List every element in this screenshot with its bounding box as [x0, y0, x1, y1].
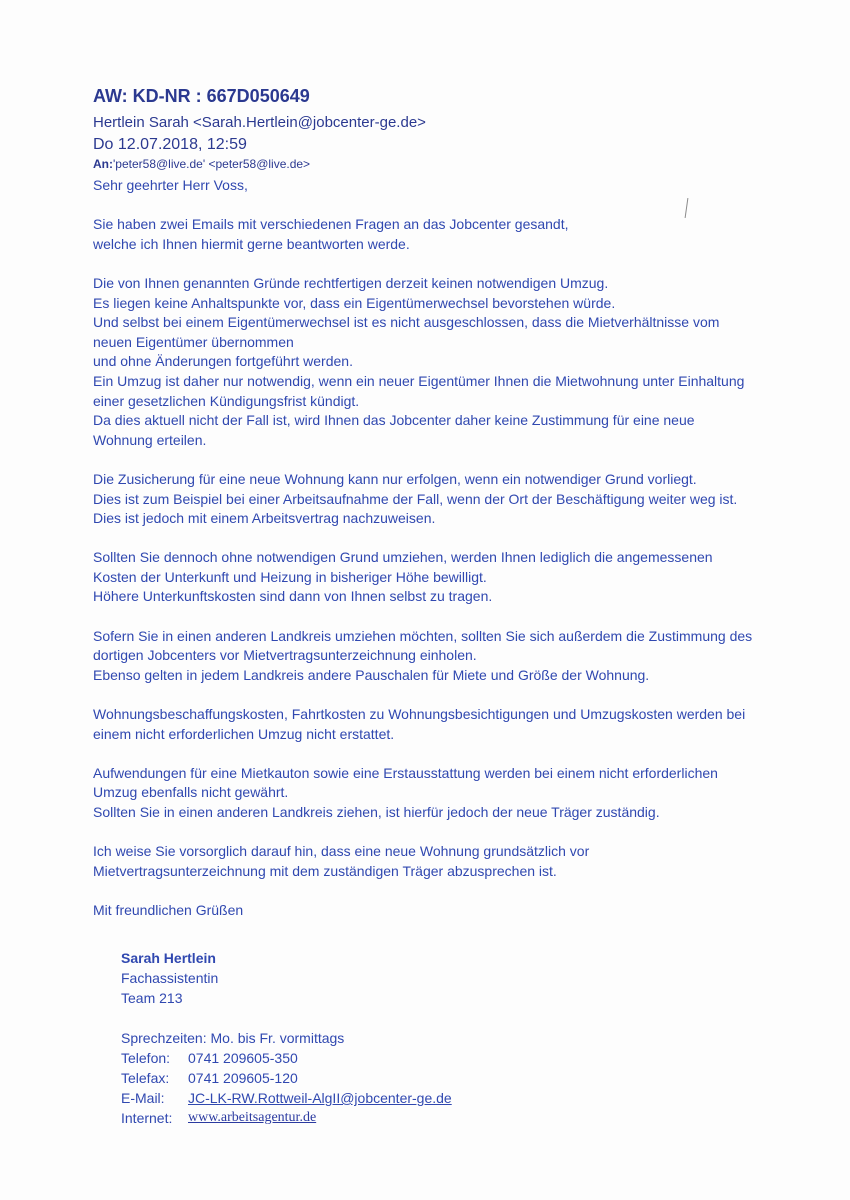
paragraph-line: Die von Ihnen genannten Gründe rechtfertigen derzeit keinen notwendigen Umzug.: [93, 274, 609, 291]
phone-label: Telefon:: [121, 1050, 171, 1066]
closing: Mit freundlichen Grüßen: [93, 901, 244, 918]
paragraph-line: einem nicht erforderlichen Umzug nicht erstattet.: [93, 725, 395, 742]
fax-label: Telefax:: [121, 1070, 170, 1086]
paragraph-line: Die Zusicherung für eine neue Wohnung kann nur erfolgen, wenn ein notwendiger Grund vorliegt.: [93, 470, 697, 487]
web-row: [121, 1108, 621, 1128]
paragraph-line: Umzug ebenfalls nicht gewährt.: [93, 784, 289, 801]
paragraph-line: Sollten Sie in einen anderen Landkreis ziehen, ist hierfür jedoch der neue Träger zuständig.: [93, 804, 660, 820]
paragraph-line: Sollten Sie dennoch ohne notwendigen Grund umziehen, werden Ihnen lediglich die angemessenen: [93, 549, 713, 566]
paragraph-line: Es liegen keine Anhaltspunkte vor, dass ein Eigentümerwechsel bevorstehen würde.: [93, 294, 616, 311]
paragraph-line: welche ich Ihnen hiermit gerne beantworten werde.: [93, 235, 410, 252]
paragraph-line: Ebenso gelten in jedem Landkreis andere Pauschalen für Miete und Größe der Wohnung.: [93, 666, 650, 683]
phone-number: 0741 209605-350: [188, 1050, 298, 1066]
email-row: [121, 1088, 621, 1108]
signature-name: Sarah Hertlein: [121, 950, 216, 966]
phone-row: [121, 1048, 621, 1068]
paragraph-line: Da dies aktuell nicht der Fall ist, wird Ihnen das Jobcenter daher keine Zustimmung für eine neue: [93, 412, 695, 429]
paragraph-line: einer gesetzlichen Kündigungsfrist kündigt.: [93, 392, 360, 409]
website-link[interactable]: www.arbeitsagentur.de: [188, 1110, 317, 1125]
fax-number: 0741 209605-120: [188, 1070, 298, 1086]
signature-block: [121, 948, 621, 1128]
email-subject: AW: KD-NR : 667D050649: [93, 86, 310, 106]
paragraph-line: Kosten der Unterkunft und Heizung in bisheriger Höhe bewilligt.: [93, 568, 487, 585]
office-hours: Sprechzeiten: Mo. bis Fr. vormittags: [121, 1030, 345, 1046]
paragraph-line: neuen Eigentümer übernommen: [93, 333, 294, 350]
paragraph-line: Dies ist zum Beispiel bei einer Arbeitsaufnahme der Fall, wenn der Ort der Beschäftigung weiter weg ist.: [93, 490, 738, 507]
paragraph-line: Mietvertragsunterzeichnung mit dem zuständigen Träger abzusprechen ist.: [93, 862, 557, 879]
recipient-label: An:: [93, 157, 113, 171]
web-label: Internet:: [121, 1110, 173, 1126]
paragraph-line: Ein Umzug ist daher nur notwendig, wenn ein neuer Eigentümer Ihnen die Mietwohnung unter Einhaltung: [93, 372, 745, 389]
signature-role: Fachassistentin: [121, 970, 219, 986]
paragraph-line: Sofern Sie in einen anderen Landkreis umziehen möchten, sollten Sie sich außerdem die Zustimmung des: [93, 627, 753, 644]
greeting: Sehr geehrter Herr Voss,: [93, 177, 248, 193]
paragraph-line: Wohnungsbeschaffungskosten, Fahrtkosten zu Wohnungsbesichtigungen und Umzugskosten werden bei: [93, 706, 746, 723]
paragraph-line: Dies ist jedoch mit einem Arbeitsvertrag nachzuweisen.: [93, 510, 436, 527]
paragraph-line: dortigen Jobcenters vor Mietvertragsunterzeichnung einholen.: [93, 647, 477, 664]
paragraph-line: Und selbst bei einem Eigentümerwechsel ist es nicht ausgeschlossen, dass die Mietverhältnisse vom: [93, 314, 720, 331]
paragraph-line: Ich weise Sie vorsorglich darauf hin, dass eine neue Wohnung grundsätzlich vor: [93, 843, 590, 860]
recipient-value: 'peter58@live.de' <peter58@live.de>: [113, 157, 311, 171]
email-sender: Hertlein Sarah <Sarah.Hertlein@jobcenter-ge.de>: [93, 114, 426, 131]
email-body: [93, 176, 793, 921]
email-date: Do 12.07.2018, 12:59: [93, 136, 247, 153]
email-recipient: [93, 157, 310, 171]
signature-team: Team 213: [121, 990, 183, 1006]
paragraph-line: Sie haben zwei Emails mit verschiedenen Fragen an das Jobcenter gesandt,: [93, 216, 569, 233]
email-label: E-Mail:: [121, 1090, 165, 1106]
email-link[interactable]: JC-LK-RW.Rottweil-AlgII@jobcenter-ge.de: [188, 1090, 452, 1106]
paragraph-line: und ohne Änderungen fortgeführt werden.: [93, 353, 353, 370]
paragraph-line: Wohnung erteilen.: [93, 431, 207, 448]
fax-row: [121, 1068, 621, 1088]
paragraph-line: Aufwendungen für eine Mietkauton sowie eine Erstausstattung werden bei einem nicht erforderlichen: [93, 764, 718, 781]
paragraph-line: Höhere Unterkunftskosten sind dann von Ihnen selbst zu tragen.: [93, 588, 493, 605]
